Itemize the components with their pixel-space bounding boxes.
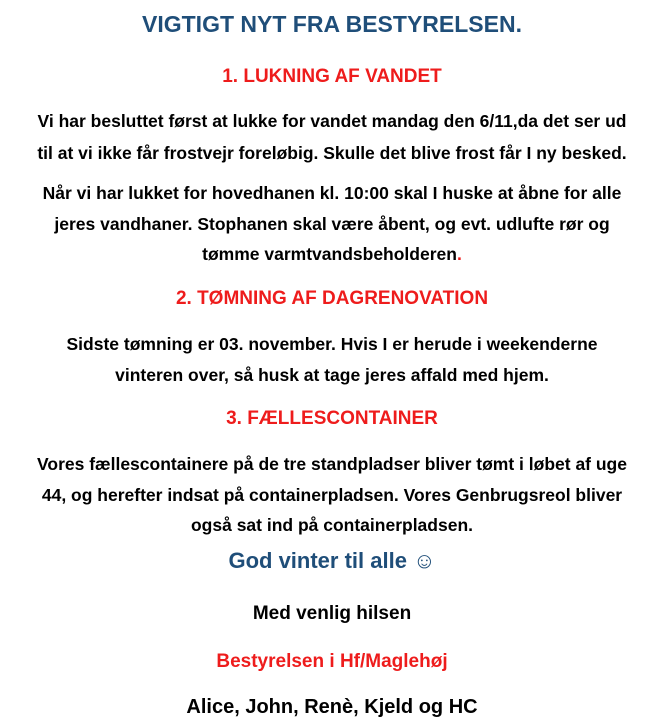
section-text-line-last — [0, 246, 664, 264]
section-text-line: til at vi ikke får frostvejr foreløbig. Skulle det blive frost får I ny besked. — [37, 143, 627, 163]
page-title: VIGTIGT NYT FRA BESTYRELSEN. — [142, 11, 522, 37]
section-text-line: Når vi har lukket for hovedhanen kl. 10:00 skal I huske at åbne for alle — [42, 183, 622, 203]
signoff: Med venlig hilsen — [252, 603, 412, 624]
board-signature: Bestyrelsen i Hf/Maglehøj — [216, 651, 448, 672]
section-text: tømme varmtvandsbeholderen — [202, 244, 457, 264]
red-period: . — [456, 244, 462, 264]
section-text-line: Vores fællescontainere på de tre standpladser bliver tømt i løbet af uge — [37, 454, 627, 474]
section-text-line: jeres vandhaner. Stophanen skal være åbent, og evt. udlufte rør og — [54, 214, 610, 234]
section-heading-waste: 2. TØMNING AF DAGRENOVATION — [175, 288, 489, 309]
section-heading-container: 3. FÆLLESCONTAINER — [226, 408, 438, 429]
section-text-line: 44, og herefter indsat på containerpladsen. Vores Genbrugsreol bliver — [41, 485, 623, 505]
section-text-line: Vi har besluttet først at lukke for vandet mandag den 6/11,da det ser ud — [37, 111, 627, 131]
section-heading-water: 1. LUKNING AF VANDET — [222, 66, 442, 87]
member-names: Alice, John, Renè, Kjeld og HC — [186, 696, 478, 718]
greeting: God vinter til alle ☺ — [228, 548, 436, 573]
section-text-line: Sidste tømning er 03. november. Hvis I er herude i weekenderne — [66, 334, 598, 354]
section-text-line: vinteren over, så husk at tage jeres affald med hjem. — [115, 365, 549, 385]
section-text-line: også sat ind på containerpladsen. — [190, 515, 473, 535]
